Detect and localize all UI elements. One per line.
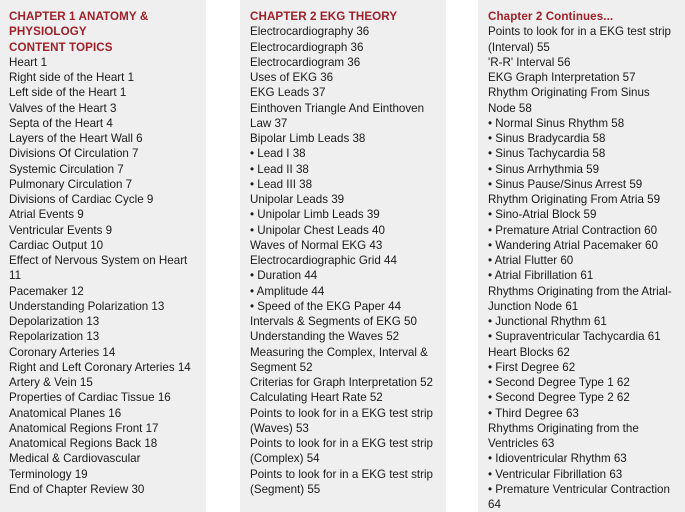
- toc-entry: Unipolar Leads 39: [250, 193, 345, 206]
- toc-entry: Criterias for Graph Interpretation 52: [250, 376, 434, 389]
- toc-entry: Layers of the Heart Wall 6: [9, 132, 143, 145]
- toc-entry: • Amplitude 44: [250, 284, 325, 298]
- toc-entry: • Lead II 38: [250, 162, 309, 176]
- toc-entry: Terminology 19: [9, 467, 88, 481]
- toc-entry: • Third Degree 63: [488, 406, 579, 420]
- toc-entry: • Junctional Rhythm 61: [488, 315, 607, 328]
- toc-entry: Heart Blocks 62: [488, 345, 570, 359]
- toc-entry: Bipolar Limb Leads 38: [250, 132, 366, 145]
- toc-entry: (Segment) 55: [250, 482, 321, 496]
- toc-entry: Anatomical Regions Front 17: [9, 421, 159, 435]
- toc-entry: 64: [488, 498, 501, 511]
- toc-entry: • Idioventricular Rhythm 63: [488, 452, 627, 466]
- toc-entry: Ventricles 63: [488, 437, 555, 450]
- toc-entry: Electrocardiography 36: [250, 25, 370, 39]
- toc-entry: Cardiac Output 10: [9, 238, 104, 252]
- toc-entry: Septa of the Heart 4: [9, 116, 113, 130]
- toc-entry: • Atrial Fibrillation 61: [488, 269, 594, 283]
- toc-column-chapter-2: [240, 0, 446, 512]
- toc-entry: EKG Graph Interpretation 57: [488, 71, 636, 84]
- toc-entry: Calculating Heart Rate 52: [250, 391, 383, 405]
- toc-entry: Rhythm Originating From Atria 59: [488, 193, 661, 206]
- toc-column-chapter-1: [0, 0, 206, 512]
- toc-entry: (Interval) 55: [488, 40, 550, 54]
- toc-entry: EKG Leads 37: [250, 86, 326, 100]
- chapter-heading: PHYSIOLOGY: [9, 25, 87, 39]
- toc-entry: • Sino-Atrial Block 59: [488, 208, 597, 222]
- toc-entry: • Supraventricular Tachycardia 61: [488, 330, 661, 344]
- toc-entry: • Unipolar Limb Leads 39: [250, 208, 380, 222]
- toc-entry: 'R-R' Interval 56: [488, 55, 571, 69]
- toc-entry: Effect of Nervous System on Heart: [9, 254, 188, 267]
- toc-entry: • Premature Ventricular Contraction: [488, 482, 670, 496]
- toc-entry: • Duration 44: [250, 269, 318, 283]
- toc-entry: Electrocardiogram 36: [250, 55, 361, 69]
- toc-entry: Electrocardiograph 36: [250, 40, 364, 54]
- toc-entry: • Wandering Atrial Pacemaker 60: [488, 238, 658, 252]
- toc-entry: Rhythm Originating From Sinus: [488, 86, 650, 100]
- toc-entry: Rhythms Originating from the: [488, 421, 639, 435]
- toc-entry: Right and Left Coronary Arteries 14: [9, 360, 191, 374]
- chapter-heading: CONTENT TOPICS: [9, 40, 113, 54]
- toc-entry: • Sinus Pause/Sinus Arrest 59: [488, 177, 643, 191]
- toc-entry: Divisions Of Circulation 7: [9, 147, 139, 161]
- toc-entry: • Sinus Tachycardia 58: [488, 147, 606, 161]
- toc-entry: Junction Node 61: [488, 299, 579, 313]
- toc-entry: Electrocardiographic Grid 44: [250, 254, 397, 267]
- toc-entry: Repolarization 13: [9, 330, 100, 344]
- toc-entry: Points to look for in a EKG test strip: [488, 25, 672, 39]
- toc-entry: Understanding the Waves 52: [250, 330, 400, 344]
- toc-entry: • Atrial Flutter 60: [488, 254, 574, 267]
- toc-entry: Points to look for in a EKG test strip: [250, 406, 434, 420]
- toc-entry: Pacemaker 12: [9, 284, 84, 298]
- toc-entry: Law 37: [250, 116, 288, 130]
- toc-entry: Divisions of Cardiac Cycle 9: [9, 193, 154, 206]
- toc-entry: • Unipolar Chest Leads 40: [250, 223, 385, 237]
- toc-entry: Anatomical Regions Back 18: [9, 437, 158, 450]
- toc-entry: • Ventricular Fibrillation 63: [488, 467, 623, 481]
- toc-entry: • Second Degree Type 2 62: [488, 391, 630, 405]
- toc-entry: Valves of the Heart 3: [9, 101, 117, 115]
- toc-entry: Pulmonary Circulation 7: [9, 177, 133, 191]
- toc-entry: Intervals & Segments of EKG 50: [250, 315, 417, 328]
- chapter-heading: Chapter 2 Continues...: [488, 10, 614, 23]
- toc-entry: Understanding Polarization 13: [9, 299, 165, 313]
- toc-entry: Points to look for in a EKG test strip: [250, 467, 434, 481]
- toc-entry: (Waves) 53: [250, 421, 309, 435]
- toc-entry: Ventricular Events 9: [9, 223, 113, 237]
- toc-entry: • Second Degree Type 1 62: [488, 376, 630, 389]
- toc-entry: Segment 52: [250, 360, 313, 374]
- toc-entry: Depolarization 13: [9, 315, 100, 328]
- toc-entry: (Complex) 54: [250, 452, 320, 466]
- toc-entry: Artery & Vein 15: [9, 376, 93, 389]
- toc-entry: 11: [9, 269, 22, 283]
- toc-entry: • Lead I 38: [250, 147, 306, 161]
- toc-entry: • Premature Atrial Contraction 60: [488, 223, 658, 237]
- toc-entry: Points to look for in a EKG test strip: [250, 437, 434, 450]
- toc-entry: Coronary Arteries 14: [9, 345, 116, 359]
- toc-entry: Medical & Cardiovascular: [9, 452, 141, 466]
- toc-entry: Properties of Cardiac Tissue 16: [9, 391, 171, 405]
- chapter-heading: CHAPTER 1 ANATOMY &: [9, 10, 149, 23]
- toc-column-chapter-2-continued: [478, 0, 685, 512]
- toc-entry: End of Chapter Review 30: [9, 482, 145, 496]
- toc-entry: Uses of EKG 36: [250, 71, 334, 84]
- toc-entry: Right side of the Heart 1: [9, 71, 135, 84]
- toc-entry: • Normal Sinus Rhythm 58: [488, 116, 625, 130]
- toc-entry: Rhythms Originating from the Atrial-: [488, 284, 672, 298]
- toc-entry: Atrial Events 9: [9, 208, 84, 222]
- toc-entry: • First Degree 62: [488, 360, 576, 374]
- toc-entry: Waves of Normal EKG 43: [250, 238, 383, 252]
- toc-entry: Systemic Circulation 7: [9, 162, 124, 176]
- toc-entry: • Sinus Bradycardia 58: [488, 132, 606, 145]
- chapter-heading: CHAPTER 2 EKG THEORY: [250, 10, 398, 23]
- toc-entry: Einthoven Triangle And Einthoven: [250, 101, 425, 115]
- toc-entry: Heart 1: [9, 55, 48, 69]
- toc-entry: Anatomical Planes 16: [9, 406, 122, 420]
- toc-entry: Measuring the Complex, Interval &: [250, 345, 428, 359]
- toc-entry: • Lead III 38: [250, 177, 313, 191]
- toc-entry: Node 58: [488, 101, 532, 115]
- toc-entry: Left side of the Heart 1: [9, 86, 127, 100]
- toc-entry: • Speed of the EKG Paper 44: [250, 299, 402, 313]
- toc-entry: • Sinus Arrhythmia 59: [488, 162, 600, 176]
